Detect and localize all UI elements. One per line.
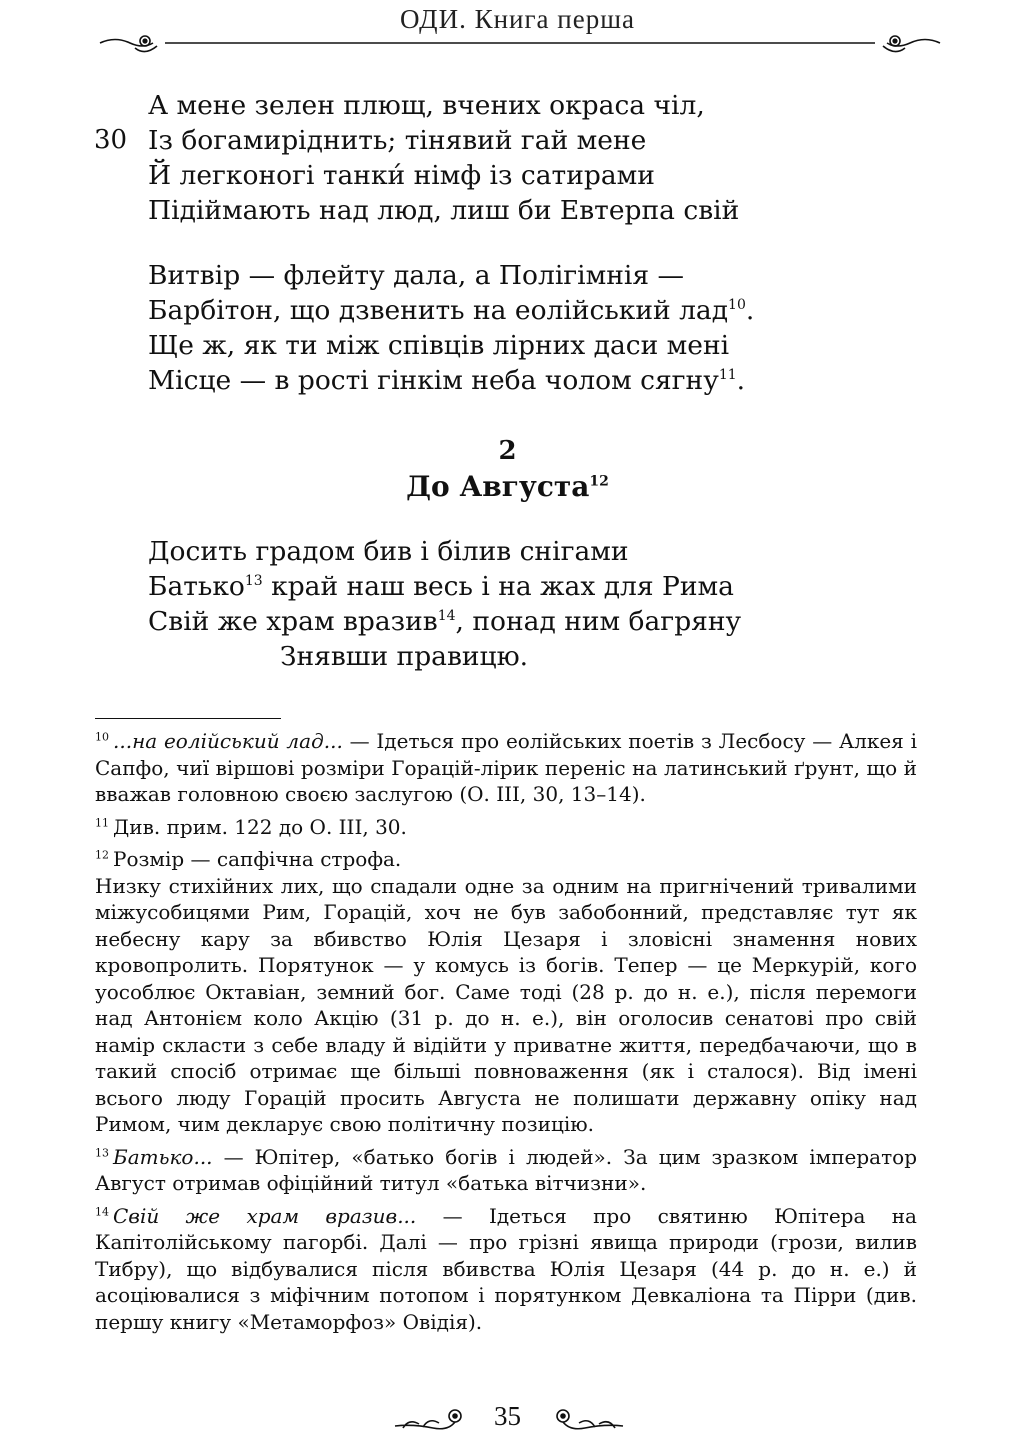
verse-line: Місце — в рості гінкім неба чолом сягну$^{11}$. bbox=[148, 365, 746, 396]
poem-stanza-2 bbox=[148, 258, 754, 398]
verse-line: 30 Із богамиріднить; тінявий гай мене bbox=[94, 125, 647, 156]
verse-line: Витвір — флейту дала, а Полігімнія — bbox=[148, 260, 685, 291]
footnote-13: $^{13}$ Батько... — Юпітер, «батько богів і людей». За цим зразком імператор Август отримав офіційний титул «батька вітчизни». bbox=[95, 1144, 917, 1195]
footnote-11: $^{11}$ Див. прим. 122 до О. ІІІ, 30. bbox=[95, 814, 407, 839]
footnote-separator bbox=[95, 718, 281, 719]
section-number: 2 bbox=[498, 436, 517, 466]
section-title: До Августа$^{12}$ bbox=[406, 470, 609, 503]
footnotes bbox=[95, 728, 917, 1341]
verse-line: Барбітон, що дзвенить на еолійський лад$^{10}$. bbox=[148, 295, 755, 326]
verse-line: Й легконогі танки́ німф із сатирами bbox=[148, 160, 655, 191]
verse-line: Ще ж, як ти між співців лірних даси мені bbox=[148, 330, 730, 361]
footnote-ref[interactable]: 14 bbox=[437, 608, 456, 625]
footnote-14: $^{14}$ Свій же храм вразив... — Ідеться про святиню Юпітера на Капітолійському пагорбі. Далі — про грізні явища природи (грози, вилив Тибру), що відбувалися після вбивства Юлія Цезаря (44 р. до н. е.) й асоціювалися з міфічним потопом і порятунком Девкаліона та Пірри (див. першу книгу «Метаморфоз» Овідія). bbox=[95, 1203, 917, 1334]
footnote-ref[interactable]: 10 bbox=[728, 297, 746, 314]
footnote-ref[interactable]: 12 bbox=[589, 473, 609, 490]
footnote-12-paragraph: Низку стихійних лих, що спадали одне за одним на пригнічений тривалими міжусобицями Рим, Горацій, хоч не був забобонний, представляє тут як небесну кару за вбивство Юлія Цезаря і зловісні знамення нових кровопролить. Порятунок — у комусь із богів. Тепер — це Меркурій, кого уособлює Октавіан, земний бог. Саме тоді (28 р. до н. е.), після перемоги над Антонієм коло Акцію (31 р. до н. е.), він оголосив сенатові про свій намір скласти з себе владу й відійти у приватне життя, передбачаючи, що в такий спосіб отримає ще більші повноваження (як і сталося). Від імені всього люду Горацій просить Августа не полишати державну опіку над Римом, чим декларує свою політичну позицію. bbox=[95, 873, 917, 1136]
footnote-12: $^{12}$ Розмір — сапфічна строфа. bbox=[95, 847, 402, 871]
line-number: 30 bbox=[94, 125, 128, 155]
footnote-10: $^{10}$ ...на еолійський лад... — Ідеться про еолійських поетів з Лесбосу — Алкея і Сапфо, чиї віршові розміри Горацій-лірик переніс на латинський ґрунт, що й вважав головною своєю заслугою (О. ІІІ, 30, 13–14). bbox=[95, 729, 917, 806]
footer-ornament-right bbox=[545, 1402, 625, 1436]
verse-line: Досить градом бив і білив снігами bbox=[148, 536, 629, 567]
poem-stanza-1 bbox=[94, 88, 740, 228]
header-ornamental-rule bbox=[95, 26, 945, 60]
poem-stanza-3 bbox=[148, 534, 741, 674]
footnote-ref[interactable]: 11 bbox=[718, 367, 737, 384]
verse-line: Батько$^{13}$ край наш весь і на жах для Рима bbox=[148, 571, 734, 602]
footnote-ref[interactable]: 13 bbox=[244, 573, 263, 590]
verse-line: А мене зелен плющ, вчених окраса чіл, bbox=[148, 90, 705, 121]
verse-line: Знявши правицю. bbox=[280, 641, 529, 672]
running-header-title: ОДИ. Книга перша bbox=[400, 4, 635, 34]
page-number: 35 bbox=[494, 1401, 521, 1431]
verse-line: Свій же храм вразив$^{14}$, понад ним багряну bbox=[148, 606, 742, 637]
verse-line: Підіймають над люд, лиш би Евтерпа свій bbox=[148, 195, 740, 226]
